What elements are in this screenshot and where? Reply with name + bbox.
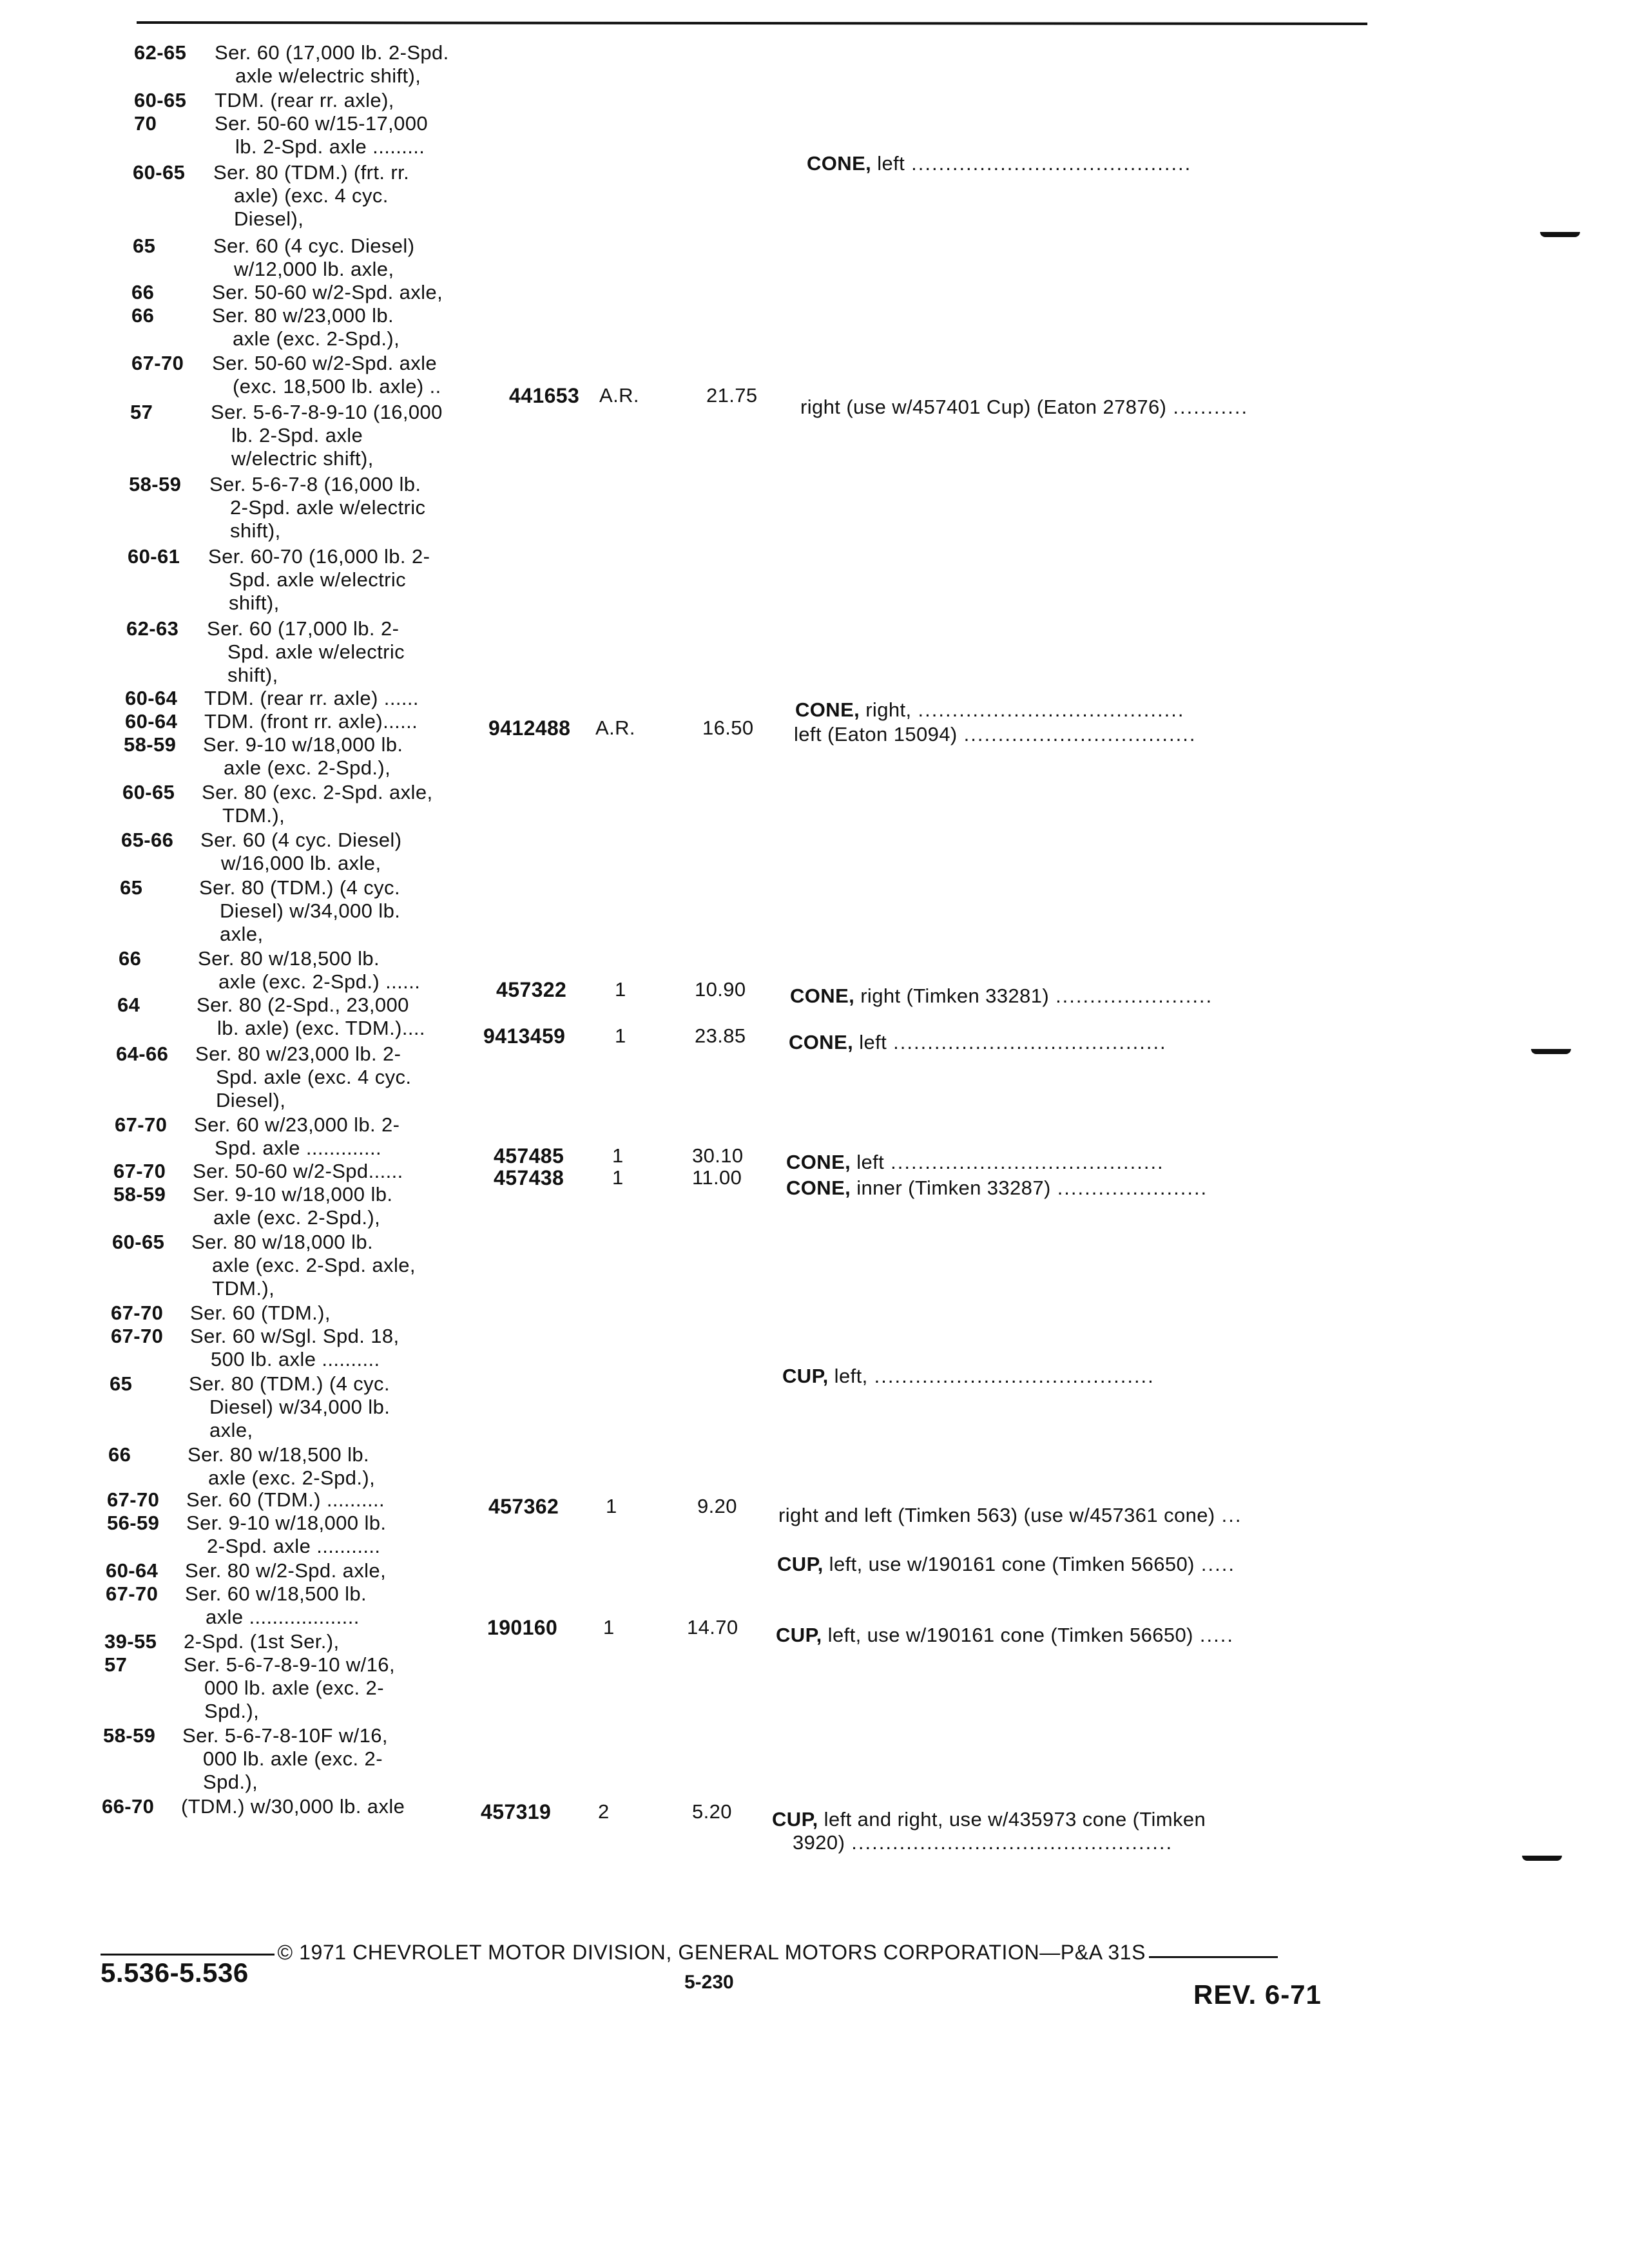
application-text: Ser. 80 (TDM.) (4 cyc.: [199, 876, 400, 899]
part-description: [807, 152, 1367, 175]
part-description: [786, 1177, 1345, 1200]
part-detail: left and right, use w/435973 cone (Timken: [818, 1808, 1206, 1831]
part-name: CUP,: [782, 1365, 829, 1387]
application-text: TDM. (rear rr. axle),: [215, 89, 394, 111]
application-text: 000 lb. axle (exc. 2-: [203, 1747, 383, 1770]
dot-leader: ........................................: [891, 1151, 1164, 1173]
application-text: axle (exc. 2-Spd.) ......: [218, 970, 421, 993]
part-detail: left, use w/190161 cone (Timken 56650): [822, 1624, 1193, 1646]
model-years: 58-59: [113, 1183, 166, 1206]
margin-mark-3: [1522, 1856, 1562, 1861]
model-years: 58-59: [124, 733, 177, 756]
model-years: 60-65: [122, 781, 175, 803]
price: 11.00: [692, 1166, 742, 1189]
application-text: TDM. (front rr. axle)......: [204, 710, 418, 733]
application-text: Ser. 60 (TDM.) ..........: [186, 1488, 385, 1511]
price: 10.90: [695, 978, 746, 1001]
part-description: [800, 396, 1361, 419]
part-number: 457322: [496, 978, 567, 1001]
part-name: CONE,: [795, 698, 860, 721]
application-text: axle,: [209, 1419, 253, 1441]
part-number: 441653: [509, 384, 580, 407]
model-years: 60-65: [134, 89, 187, 111]
part-detail: left: [871, 152, 905, 175]
dot-leader: .........................................: [911, 152, 1192, 175]
model-years: 67-70: [111, 1302, 164, 1324]
application-text: Ser. 80 w/23,000 lb. 2-: [195, 1043, 401, 1065]
part-detail: right (Timken 33281): [854, 985, 1050, 1007]
application-text: axle ...................: [206, 1606, 360, 1628]
part-name: CONE,: [790, 985, 855, 1007]
part-name: CONE,: [807, 152, 872, 175]
application-text: Ser. 5-6-7-8-10F w/16,: [182, 1724, 388, 1747]
model-years: 58-59: [129, 473, 182, 495]
application-text: w/16,000 lb. axle,: [221, 852, 381, 874]
model-years: 60-65: [133, 161, 186, 184]
application-text: Ser. 80 w/18,500 lb.: [188, 1443, 370, 1466]
part-detail: left (Eaton 15094): [794, 723, 958, 745]
model-years: 67-70: [106, 1582, 159, 1605]
dot-leader: .....: [1200, 1553, 1235, 1575]
application-text: Diesel),: [234, 207, 304, 230]
quantity: 1: [612, 1166, 624, 1189]
model-years: 67-70: [115, 1113, 168, 1136]
part-name: CUP,: [776, 1624, 822, 1646]
dot-leader: .....: [1199, 1624, 1234, 1646]
part-name: CONE,: [786, 1177, 851, 1199]
application-text: Ser. 60 w/Sgl. Spd. 18,: [190, 1325, 400, 1347]
price: 30.10: [692, 1144, 744, 1167]
application-text: TDM. (rear rr. axle) ......: [204, 687, 419, 709]
application-text: w/12,000 lb. axle,: [234, 258, 394, 280]
price: 14.70: [687, 1616, 738, 1639]
application-text: Diesel) w/34,000 lb.: [220, 899, 401, 922]
quantity: 1: [615, 1024, 626, 1047]
application-text: Spd. axle .............: [215, 1137, 382, 1159]
part-description: [790, 985, 1351, 1008]
application-text: Ser. 60 w/18,500 lb.: [185, 1582, 367, 1605]
part-detail: left: [853, 1031, 887, 1053]
application-text: Ser. 80 (TDM.) (frt. rr.: [213, 161, 410, 184]
application-text: Ser. 80 w/23,000 lb.: [212, 304, 394, 327]
application-text: axle w/electric shift),: [235, 64, 421, 87]
model-years: 58-59: [103, 1724, 156, 1747]
application-text: Ser. 80 w/18,000 lb.: [191, 1231, 374, 1253]
part-detail: right (use w/457401 Cup) (Eaton 27876): [800, 396, 1167, 418]
application-text: Ser. 60 (17,000 lb. 2-Spd.: [215, 41, 449, 64]
top-rule: [137, 21, 1367, 25]
footer-page-number: 5-230: [684, 1972, 734, 1993]
application-text: TDM.),: [212, 1277, 275, 1300]
model-years: 66: [108, 1443, 131, 1466]
application-text: axle (exc. 2-Spd.),: [213, 1206, 381, 1229]
quantity: A.R.: [599, 384, 639, 407]
application-text: Diesel),: [216, 1089, 286, 1111]
application-text: Spd. axle (exc. 4 cyc.: [216, 1066, 412, 1088]
application-text: Ser. 80 (TDM.) (4 cyc.: [189, 1372, 390, 1395]
part-description: [795, 698, 1357, 722]
application-text: Ser. 50-60 w/15-17,000: [215, 112, 429, 135]
part-description: [778, 1504, 1340, 1527]
application-text: lb. axle) (exc. TDM.)....: [217, 1017, 425, 1039]
application-text: shift),: [230, 519, 281, 542]
application-text: 2-Spd. axle w/electric: [230, 496, 426, 519]
application-text: Ser. 50-60 w/2-Spd. axle: [212, 352, 438, 374]
application-text: axle (exc. 2-Spd. axle,: [212, 1254, 416, 1276]
model-years: 56-59: [107, 1512, 160, 1534]
application-text: Ser. 5-6-7-8-9-10 w/16,: [184, 1653, 395, 1676]
part-detail: inner (Timken 33287): [851, 1177, 1051, 1199]
footer-copyright: [101, 1941, 1278, 1965]
model-years: 67-70: [111, 1325, 164, 1347]
model-years: 64: [117, 994, 140, 1016]
model-years: 62-65: [134, 41, 187, 64]
application-text: Ser. 5-6-7-8 (16,000 lb.: [209, 473, 421, 495]
footer-rule-left: [101, 1954, 275, 1956]
part-description: [793, 1831, 1333, 1854]
price: 21.75: [706, 384, 758, 407]
part-number: 457319: [481, 1800, 552, 1823]
part-number: 457438: [494, 1166, 564, 1189]
footer-copyright-text: © 1971 CHEVROLET MOTOR DIVISION, GENERAL MOTORS CORPORATION—P&A 31S: [277, 1941, 1146, 1964]
application-text: Ser. 9-10 w/18,000 lb.: [186, 1512, 387, 1534]
part-detail: right,: [860, 698, 912, 721]
part-number: 457362: [488, 1495, 559, 1518]
price: 16.50: [702, 716, 754, 739]
part-number: 9412488: [488, 716, 571, 740]
part-detail: left,: [828, 1365, 868, 1387]
part-description: [794, 723, 1356, 746]
quantity: A.R.: [595, 716, 635, 739]
part-name: CUP,: [777, 1553, 824, 1575]
footer-section: 5.536-5.536: [101, 1957, 249, 1988]
dot-leader: ...........: [1173, 396, 1249, 418]
application-text: axle (exc. 2-Spd.),: [208, 1466, 376, 1489]
application-text: shift),: [227, 664, 278, 686]
quantity: 1: [615, 978, 626, 1001]
model-years: 70: [134, 112, 157, 135]
application-text: 2-Spd. (1st Ser.),: [184, 1630, 340, 1653]
quantity: 1: [612, 1144, 624, 1167]
application-text: w/electric shift),: [231, 447, 374, 470]
part-number: 9413459: [483, 1024, 566, 1048]
quantity: 1: [603, 1616, 615, 1639]
model-years: 67-70: [131, 352, 184, 374]
application-text: 2-Spd. axle ...........: [207, 1535, 381, 1557]
model-years: 57: [104, 1653, 128, 1676]
price: 23.85: [695, 1024, 746, 1047]
footer-rule-right: [1149, 1956, 1278, 1958]
application-text: 000 lb. axle (exc. 2-: [204, 1677, 384, 1699]
application-text: lb. 2-Spd. axle: [231, 424, 363, 447]
application-text: Ser. 60 w/23,000 lb. 2-: [194, 1113, 400, 1136]
part-description: [776, 1624, 1336, 1647]
part-name: CUP,: [772, 1808, 818, 1831]
quantity: 2: [598, 1800, 610, 1823]
application-text: Ser. 9-10 w/18,000 lb.: [193, 1183, 393, 1206]
application-text: Ser. 60 (4 cyc. Diesel): [213, 235, 415, 257]
part-description: [789, 1031, 1349, 1054]
application-text: Ser. 9-10 w/18,000 lb.: [203, 733, 403, 756]
model-years: 60-64: [125, 710, 178, 733]
dot-leader: ......................: [1057, 1177, 1208, 1199]
model-years: 65: [110, 1372, 133, 1395]
application-text: TDM.),: [222, 804, 285, 827]
model-years: 57: [130, 401, 153, 423]
application-text: axle (exc. 2-Spd.),: [224, 756, 391, 779]
margin-mark-1: [1540, 232, 1580, 237]
price: 5.20: [692, 1800, 732, 1823]
application-text: Ser. 80 w/2-Spd. axle,: [185, 1559, 387, 1582]
application-text: shift),: [229, 591, 280, 614]
dot-leader: ........................................: [893, 1031, 1167, 1053]
application-text: Spd.),: [204, 1700, 260, 1722]
part-number: 190160: [487, 1616, 558, 1639]
dot-leader: ...: [1221, 1504, 1242, 1526]
application-text: Ser. 50-60 w/2-Spd. axle,: [212, 281, 443, 303]
part-number: 457485: [494, 1144, 564, 1168]
price: 9.20: [697, 1495, 737, 1517]
application-text: axle) (exc. 4 cyc.: [234, 184, 389, 207]
part-name: CONE,: [789, 1031, 854, 1053]
application-text: lb. 2-Spd. axle .........: [235, 135, 425, 158]
model-years: 67-70: [107, 1488, 160, 1511]
application-text: axle,: [220, 923, 264, 945]
model-years: 66-70: [102, 1795, 155, 1818]
application-text: Ser. 80 w/18,500 lb.: [198, 947, 380, 970]
part-description: [782, 1365, 1344, 1388]
application-text: (exc. 18,500 lb. axle) ..: [233, 375, 441, 398]
application-text: Ser. 5-6-7-8-9-10 (16,000: [211, 401, 443, 423]
application-text: Ser. 60 (TDM.),: [190, 1302, 331, 1324]
application-text: Ser. 60 (4 cyc. Diesel): [200, 829, 402, 851]
quantity: 1: [606, 1495, 617, 1517]
model-years: 60-65: [112, 1231, 165, 1253]
application-text: Ser. 80 (exc. 2-Spd. axle,: [202, 781, 433, 803]
part-description: [777, 1553, 1338, 1576]
part-description: [786, 1151, 1347, 1174]
application-text: Spd.),: [203, 1771, 258, 1793]
model-years: 39-55: [104, 1630, 157, 1653]
application-text: 500 lb. axle ..........: [211, 1348, 380, 1370]
model-years: 66: [131, 304, 155, 327]
part-detail: left: [851, 1151, 885, 1173]
dot-leader: ..................................: [963, 723, 1197, 745]
model-years: 64-66: [116, 1043, 169, 1065]
margin-mark-2: [1531, 1049, 1571, 1054]
application-text: Spd. axle w/electric: [227, 640, 405, 663]
model-years: 66: [131, 281, 155, 303]
application-text: Ser. 60 (17,000 lb. 2-: [207, 617, 400, 640]
application-text: Ser. 50-60 w/2-Spd......: [193, 1160, 403, 1182]
model-years: 65-66: [121, 829, 174, 851]
part-description: [772, 1808, 1333, 1831]
model-years: 66: [119, 947, 142, 970]
dot-leader: ...............................................: [851, 1831, 1173, 1854]
model-years: 60-61: [128, 545, 180, 568]
part-detail: 3920): [793, 1831, 845, 1854]
part-detail: right and left (Timken 563) (use w/457361 cone): [778, 1504, 1215, 1526]
application-text: Diesel) w/34,000 lb.: [209, 1396, 390, 1418]
model-years: 60-64: [125, 687, 178, 709]
application-text: Ser. 80 (2-Spd., 23,000: [197, 994, 409, 1016]
application-text: Spd. axle w/electric: [229, 568, 407, 591]
model-years: 60-64: [106, 1559, 159, 1582]
application-text: axle (exc. 2-Spd.),: [233, 327, 400, 350]
part-name: CONE,: [786, 1151, 851, 1173]
dot-leader: .......................: [1055, 985, 1213, 1007]
model-years: 62-63: [126, 617, 179, 640]
application-text: (TDM.) w/30,000 lb. axle: [181, 1795, 405, 1818]
part-detail: left, use w/190161 cone (Timken 56650): [823, 1553, 1195, 1575]
application-text: Ser. 60-70 (16,000 lb. 2-: [208, 545, 430, 568]
dot-leader: .........................................: [874, 1365, 1155, 1387]
model-years: 65: [120, 876, 143, 899]
dot-leader: .......................................: [918, 698, 1185, 721]
model-years: 65: [133, 235, 156, 257]
model-years: 67-70: [113, 1160, 166, 1182]
footer-revision: REV. 6-71: [1193, 1979, 1322, 2010]
